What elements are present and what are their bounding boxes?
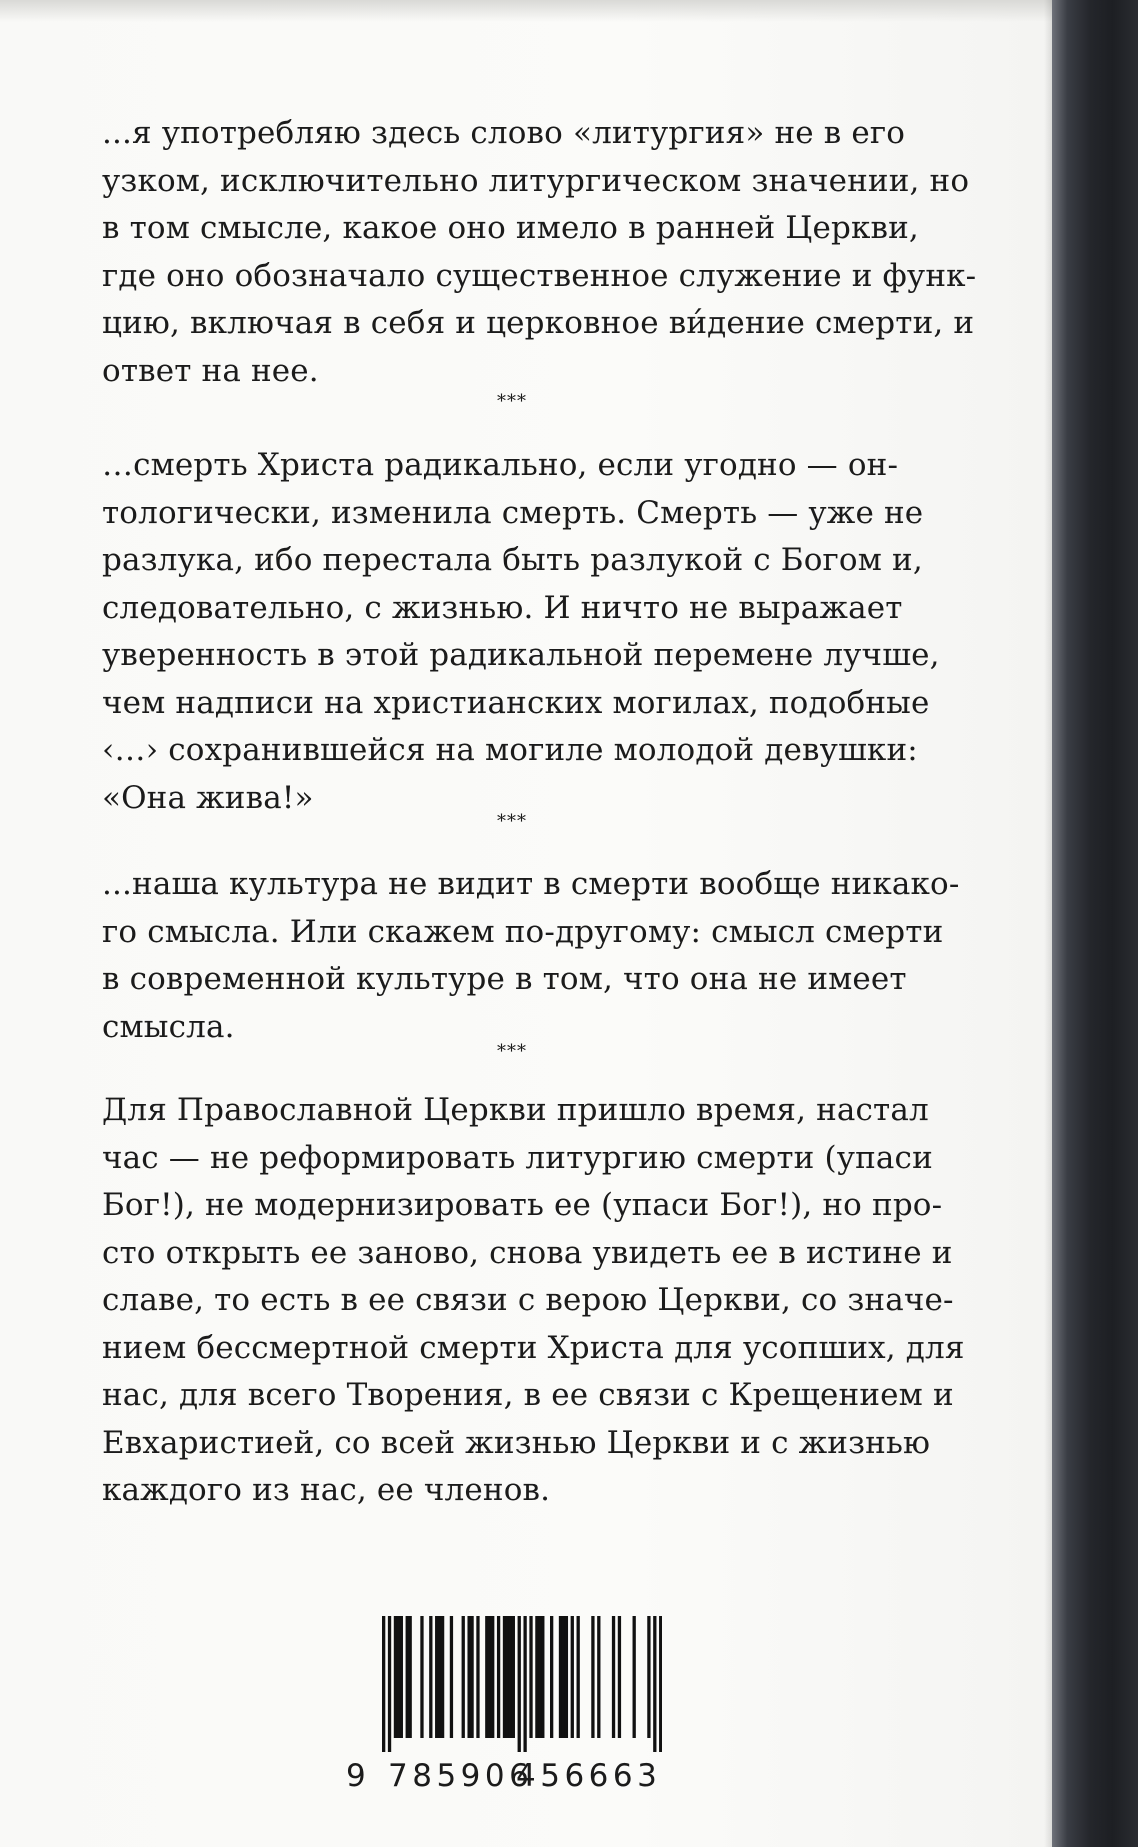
excerpt-4-line-2: час — не реформировать литургию смерти (упаси — [102, 1139, 933, 1176]
barcode-bar — [571, 1616, 574, 1738]
barcode-bar — [529, 1616, 532, 1738]
barcode-bar — [591, 1616, 594, 1738]
isbn-right-group: 456663 — [516, 1758, 662, 1794]
excerpt-2-line-8: «Она жива!» — [102, 779, 314, 816]
barcode-bar — [506, 1616, 509, 1738]
excerpt-1-line-2: узком, исключительно литургическом значении, но — [102, 162, 970, 199]
section-separator-2: *** — [497, 811, 527, 832]
barcode-bar — [618, 1616, 621, 1738]
isbn-first-digit: 9 — [346, 1758, 371, 1794]
section-separator-1: *** — [497, 391, 527, 412]
barcode-bar — [397, 1616, 400, 1738]
barcode-bar — [485, 1616, 488, 1738]
excerpt-1-line-6: ответ на нее. — [102, 352, 319, 389]
excerpt-1-line-1: ...я употребляю здесь слово «литургия» не в его — [102, 115, 906, 151]
barcode-bar — [538, 1616, 541, 1738]
excerpt-2-line-7: ‹…› сохранившейся на могиле молодой девушки: — [102, 732, 918, 768]
barcode-bar — [653, 1616, 656, 1752]
excerpt-2-line-4: следовательно, с жизнью. И ничто не выражает — [102, 589, 903, 626]
barcode-bar — [429, 1616, 432, 1738]
spine-edge-shadow — [1044, 0, 1052, 1847]
barcode-bar — [441, 1616, 444, 1738]
barcode-bar — [388, 1616, 391, 1752]
barcode-bar — [559, 1616, 562, 1738]
barcode-bar — [467, 1616, 470, 1738]
excerpt-4 — [102, 1087, 982, 1515]
excerpt-3-line-1: ...наша культура не видит в смерти вообще никако- — [102, 866, 960, 902]
excerpt-1 — [102, 110, 982, 395]
isbn-barcode — [382, 1616, 662, 1752]
barcode-bar — [488, 1616, 491, 1738]
barcode-bar — [420, 1616, 423, 1738]
excerpt-3-line-3: в современной культуре в том, что она не имеет — [102, 961, 907, 997]
barcode-bar — [400, 1616, 403, 1738]
barcode-bar — [577, 1616, 580, 1738]
barcode-bar — [565, 1616, 568, 1738]
barcode-bar — [435, 1616, 438, 1738]
excerpt-2-line-6: чем надписи на христианских могилах, подобные — [102, 684, 930, 721]
barcode-bar — [512, 1616, 515, 1738]
barcode-bar — [409, 1616, 412, 1738]
barcode-bar — [518, 1616, 521, 1752]
barcode-bar — [535, 1616, 538, 1738]
excerpt-4-line-5: славе, то есть в ее связи с верою Церкви, со значе- — [102, 1282, 954, 1318]
barcode-bar — [491, 1616, 494, 1738]
barcode-bar — [503, 1616, 506, 1738]
excerpt-4-line-6: нием бессмертной смерти Христа для усопших, для — [102, 1329, 965, 1366]
barcode-bar — [406, 1616, 409, 1738]
barcode-bar — [497, 1616, 500, 1738]
excerpt-2-line-1: …смерть Христа радикально, если угодно — он- — [102, 447, 899, 483]
excerpt-2 — [102, 442, 982, 822]
barcode-bar — [597, 1616, 600, 1738]
excerpt-2-line-3: разлука, ибо перестала быть разлукой с Богом и, — [102, 542, 923, 578]
top-edge-shadow — [0, 0, 1052, 22]
excerpt-3-line-2: го смысла. Или скажем по-другому: смысл смерти — [102, 913, 944, 950]
barcode-bar — [562, 1616, 565, 1738]
excerpt-1-line-4: где оно обозначало существенное служение и функ- — [102, 257, 977, 294]
excerpt-3 — [102, 861, 982, 1051]
excerpt-4-line-3: Бог!), не модернизировать ее (упаси Бог!), но про- — [102, 1187, 943, 1223]
barcode-bar — [470, 1616, 473, 1738]
barcode-bar — [476, 1616, 479, 1738]
excerpt-3-line-4: смысла. — [102, 1008, 235, 1045]
excerpt-4-line-8: Евхаристией, со всей жизнью Церкви и с жизнью — [102, 1424, 931, 1461]
excerpt-1-line-5: цию, включая в себя и церковное ви́дение смерти, и — [102, 305, 975, 341]
isbn-left-group: 785906 — [388, 1758, 534, 1794]
barcode-bar — [382, 1616, 385, 1752]
excerpt-4-line-4: сто открыть ее заново, снова увидеть ее в истине и — [102, 1234, 953, 1271]
section-separator-3: *** — [497, 1041, 527, 1062]
excerpt-1-line-3: в том смысле, какое оно имело в ранней Церкви, — [102, 210, 919, 246]
barcode-bar — [541, 1616, 544, 1738]
excerpt-4-line-1: Для Православной Церкви пришло время, настал — [102, 1092, 929, 1128]
isbn-number — [346, 1756, 666, 1800]
barcode-bar — [450, 1616, 453, 1738]
barcode-bar — [647, 1616, 650, 1738]
barcode-bar — [523, 1616, 526, 1752]
excerpt-4-line-7: нас, для всего Творения, в ее связи с Крещением и — [102, 1377, 954, 1413]
barcode-bar — [659, 1616, 662, 1752]
excerpt-4-line-9: каждого из нас, ее членов. — [102, 1472, 551, 1508]
barcode-bar — [612, 1616, 615, 1738]
excerpt-2-line-2: тологически, изменила смерть. Смерть — уже не — [102, 494, 924, 531]
barcode-bar — [438, 1616, 441, 1738]
barcode-bar — [394, 1616, 397, 1738]
barcode-bar — [550, 1616, 553, 1738]
book-spine — [1052, 0, 1138, 1847]
barcode-bar — [462, 1616, 465, 1738]
excerpt-2-line-5: уверенность в этой радикальной перемене лучше, — [102, 637, 940, 673]
barcode-bar — [509, 1616, 512, 1738]
barcode-bar — [633, 1616, 636, 1738]
